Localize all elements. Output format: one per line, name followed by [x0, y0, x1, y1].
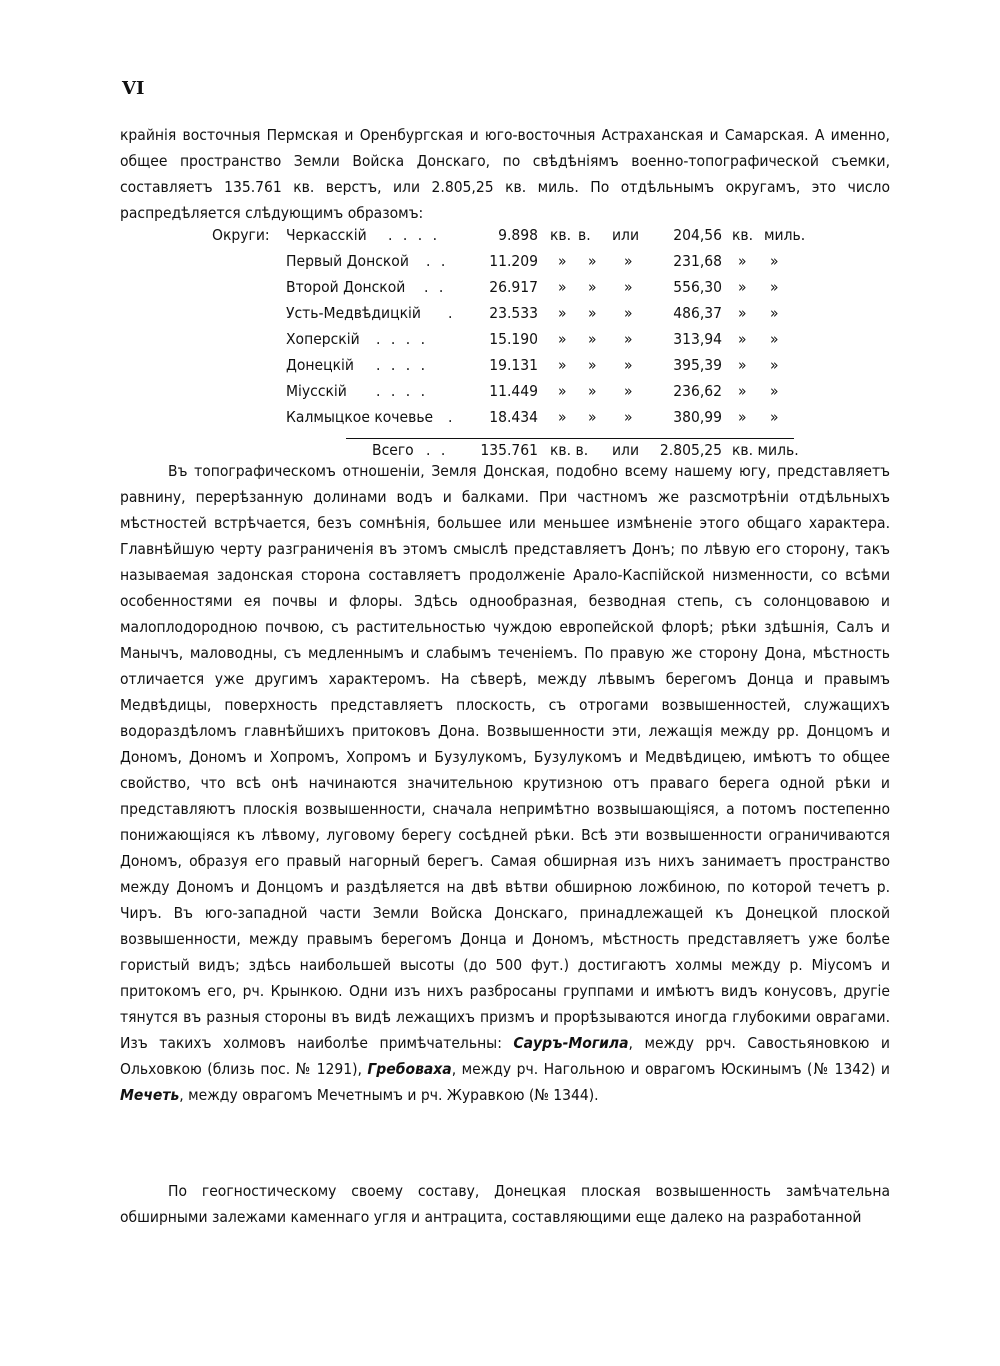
leader-dots: . . . . [376, 382, 428, 400]
conjunction: или [612, 441, 640, 459]
unit: » [588, 252, 597, 270]
unit: кв. в. [550, 441, 589, 459]
unit: » [738, 252, 747, 270]
district-miles: 231,68 [673, 252, 722, 270]
unit: » [558, 278, 567, 296]
district-name: Первый Донской [286, 252, 409, 270]
place-name: Сауръ-Могила [513, 1034, 629, 1052]
leader-dots: . . . . [388, 226, 440, 244]
place-name: Гребоваха [367, 1060, 452, 1078]
district-versts: 19.131 [489, 356, 538, 374]
district-miles: 313,94 [673, 330, 722, 348]
district-name: Калмыцкое кочевье [286, 408, 434, 426]
unit: » [738, 356, 747, 374]
conjunction: » [624, 356, 633, 374]
districts-table [212, 226, 812, 434]
district-name: Усть-Медвѣдицкій [286, 304, 421, 322]
unit: » [770, 278, 779, 296]
paragraph-intro: крайнія восточныя Пермская и Оренбургская и юго-восточныя Астраханская и Самарская. А именно, общее пространство Земли Войска Донскаго, по свѣдѣніямъ военно-топографической съемки, составляетъ 135.761 кв. верстъ, или 2.805,25 кв. миль. По отдѣльнымъ округамъ, это число распредѣляется слѣдующимъ образомъ: [120, 126, 890, 222]
conjunction: » [624, 382, 633, 400]
district-name: Міусскій [286, 382, 347, 400]
total-versts: 135.761 [480, 441, 538, 459]
unit: кв. миль. [732, 441, 799, 459]
unit: » [738, 382, 747, 400]
district-versts: 11.209 [489, 252, 538, 270]
leader-dots: . . [426, 441, 449, 459]
leader-dots: . . [424, 278, 447, 296]
unit: » [738, 408, 747, 426]
conjunction: » [624, 330, 633, 348]
district-name: Второй Донской [286, 278, 406, 296]
district-versts: 18.434 [489, 408, 538, 426]
table-label: Округи: [212, 226, 270, 244]
district-miles: 486,37 [673, 304, 722, 322]
unit: » [588, 304, 597, 322]
leader-dots: . . . . [376, 356, 428, 374]
conjunction: или [612, 226, 640, 244]
unit: » [588, 408, 597, 426]
district-miles: 395,39 [673, 356, 722, 374]
unit: » [558, 252, 567, 270]
place-name: Мечеть [120, 1086, 180, 1104]
paragraph-text: , между ррч. Савостьяновкою и Ольховкою (близь пос. № 1291), [120, 1034, 890, 1078]
unit: » [558, 330, 567, 348]
paragraph-topography [120, 458, 890, 1108]
district-miles: 556,30 [673, 278, 722, 296]
unit: » [770, 408, 779, 426]
paragraph-text: , между рч. Нагольною и оврагомъ Юскинымъ (№ 1342) и [451, 1060, 890, 1078]
district-versts: 9.898 [498, 226, 538, 244]
unit: » [558, 408, 567, 426]
unit: » [588, 330, 597, 348]
paragraph-text: , между оврагомъ Мечетнымъ и рч. Журавкою (№ 1344). [179, 1086, 599, 1104]
unit: миль. [764, 226, 806, 244]
unit: » [588, 382, 597, 400]
conjunction: » [624, 408, 633, 426]
total-divider [346, 438, 794, 439]
table-row [212, 304, 812, 330]
district-versts: 15.190 [489, 330, 538, 348]
district-name: Хоперскій [286, 330, 360, 348]
unit: » [770, 382, 779, 400]
unit: » [738, 330, 747, 348]
unit: » [770, 252, 779, 270]
table-row [212, 330, 812, 356]
unit: » [738, 278, 747, 296]
leader-dots: . [448, 304, 456, 322]
leader-dots: . . [426, 252, 449, 270]
unit: » [770, 330, 779, 348]
unit: » [558, 356, 567, 374]
district-name: Черкасскій [286, 226, 367, 244]
total-miles: 2.805,25 [659, 441, 722, 459]
conjunction: » [624, 278, 633, 296]
unit: кв. [732, 226, 754, 244]
page-number: VI [122, 78, 145, 99]
unit: » [588, 278, 597, 296]
district-miles: 236,62 [673, 382, 722, 400]
unit: кв. [550, 226, 572, 244]
table-row [212, 278, 812, 304]
table-row [212, 226, 812, 252]
unit: » [770, 356, 779, 374]
paragraph-geology: По геогностическому своему составу, Донецкая плоская возвышенность замѣчательна обширными залежами каменнаго угля и антрацита, составляющими еще далеко на разработанной [120, 1182, 890, 1226]
leader-dots: . [448, 408, 456, 426]
table-row [212, 408, 812, 434]
unit: » [558, 382, 567, 400]
district-versts: 11.449 [489, 382, 538, 400]
unit: в. [578, 226, 591, 244]
paragraph-text: Въ топографическомъ отношеніи, Земля Донская, подобно всему нашему югу, представляетъ равнину, перерѣзанную долинами водъ и балками. При частномъ же разсмотрѣніи отдѣльныхъ мѣстностей встрѣчается, безъ сомнѣнія, большее или меньшее измѣненіе этого общаго характера. Главнѣйшую черту разграниченія въ этомъ смыслѣ представляетъ Донъ; по лѣвую его сторону, такъ называемая задонская сторона составляетъ продолженіе Арало-Каспійской низменности, со всѣми особенностями ея почвы и флоры. Здѣсь однообразная, безводная степь, съ солонцовавою и малоплодородною почвою, съ растительностью чуждою европейской флорѣ; рѣки здѣшнія, Салъ и Манычъ, маловодны, съ медленнымъ и слабымъ теченіемъ. По правую же сторону Дона, мѣстность отличается уже другимъ характеромъ. На сѣверѣ, между лѣвымъ берегомъ Донца и правымъ Медвѣдицы, поверхность представляетъ плоскость, съ отрогами возвышенностей, служащихъ водораздѣломъ главнѣйшихъ притоковъ Дона. Возвышенности эти, лежащія между рр. Донцомъ и Дономъ, Дономъ и Хопромъ, Хопромъ и Бузулукомъ, Бузулукомъ и Медвѣдицею, имѣютъ то общее свойство, что всѣ онѣ начинаются значительною крутизною отъ праваго берега одной рѣки и представляютъ плоскія возвышенности, сначала непримѣтно возвышающіяся, а потомъ постепенно понижающіяся къ лѣвому, луговому берегу сосѣдней рѣки. Всѣ эти возвышенности ограничиваются Дономъ, образуя его правый нагорный берегъ. Самая обширная изъ нихъ занимаетъ пространство между Дономъ и Донцомъ и раздѣляется на двѣ вѣтви обширною ложбиною, по которой течетъ р. Чиръ. Въ юго-западной части Земли Войска Донскаго, принадлежащей къ Донецкой плоской возвышенности, между правымъ берегомъ Донца и Дономъ, мѣстность представляетъ уже болѣе гористый видъ; здѣсь наибольшей высоты (до 500 фут.) достигаютъ холмы между р. Міусомъ и притокомъ его, рч. Крынкою. Одни изъ нихъ разбросаны группами и имѣютъ видъ конусовъ, другіе тянутся въ разныя стороны въ видѣ лежащихъ призмъ и прорѣзываются иногда глубокими оврагами. Изъ такихъ холмовъ наиболѣе примѣчательны: [120, 462, 890, 1052]
table-row [212, 252, 812, 278]
leader-dots: . . . . [376, 330, 428, 348]
unit: » [558, 304, 567, 322]
district-miles: 204,56 [673, 226, 722, 244]
district-versts: 26.917 [489, 278, 538, 296]
unit: » [738, 304, 747, 322]
unit: » [588, 356, 597, 374]
district-miles: 380,99 [673, 408, 722, 426]
unit: » [770, 304, 779, 322]
conjunction: » [624, 304, 633, 322]
conjunction: » [624, 252, 633, 270]
table-row [212, 356, 812, 382]
district-name: Донецкій [286, 356, 354, 374]
district-versts: 23.533 [489, 304, 538, 322]
total-label: Всего [372, 441, 414, 459]
table-row [212, 382, 812, 408]
